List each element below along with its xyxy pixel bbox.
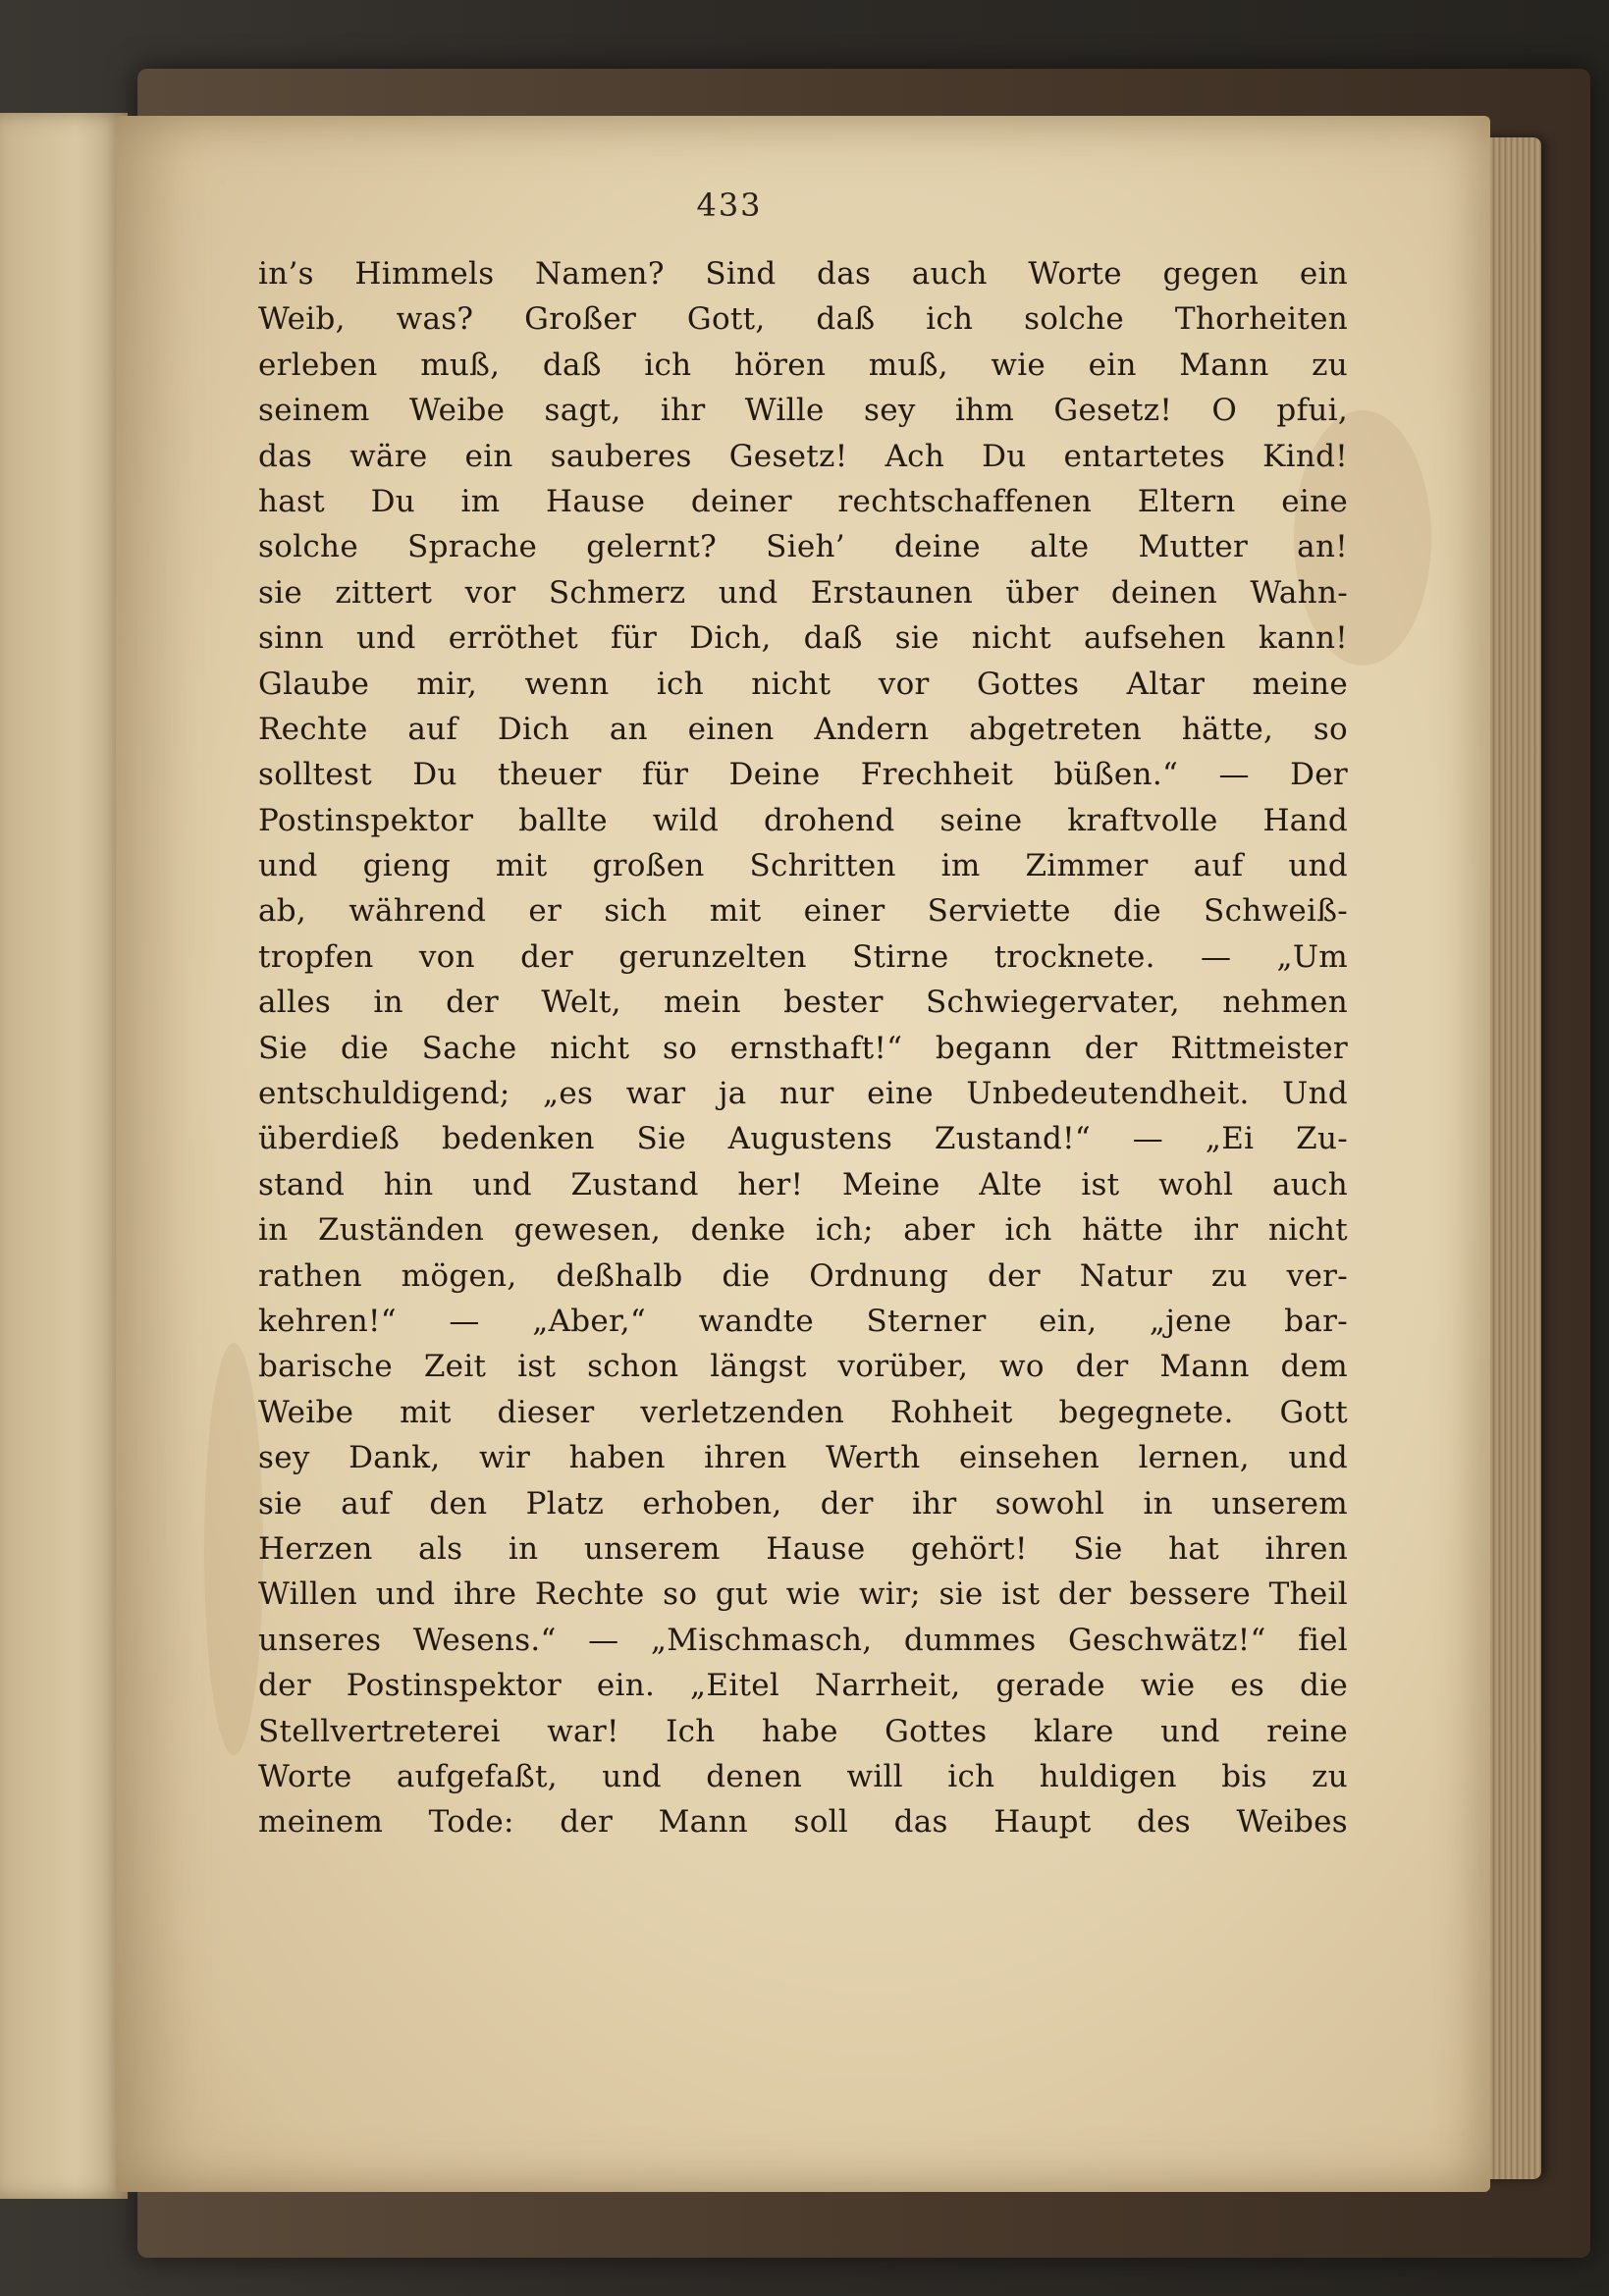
- text-line: sie zittert vor Schmerz und Erstaunen über deinen Wahn-: [258, 574, 1348, 611]
- text-line: meinem Tode: der Mann soll das Haupt des Weibes: [258, 1804, 1348, 1841]
- text-line: hast Du im Hause deiner rechtschaffenen Eltern eine: [258, 483, 1348, 519]
- text-line: Herzen als in unserem Hause gehört! Sie hat ihren: [258, 1530, 1348, 1567]
- text-line: alles in der Welt, mein bester Schwiegervater, nehmen: [258, 985, 1348, 1021]
- text-line: sie auf den Platz erhoben, der ihr sowohl in unserem: [258, 1485, 1348, 1522]
- text-line: sey Dank, wir haben ihren Werth einsehen lernen, und: [258, 1440, 1348, 1476]
- text-line: barische Zeit ist schon längst vorüber, wo der Mann dem: [258, 1349, 1348, 1385]
- text-line: Worte aufgefaßt, und denen will ich huldigen bis zu: [258, 1758, 1348, 1794]
- text-line: und gieng mit großen Schritten im Zimmer auf und: [258, 848, 1348, 884]
- text-line: sinn und erröthet für Dich, daß sie nicht aufsehen kann!: [258, 620, 1348, 657]
- text-line: kehren!“ — „Aber,“ wandte Sterner ein, „jene bar-: [258, 1303, 1348, 1339]
- text-line: seinem Weibe sagt, ihr Wille sey ihm Gesetz! O pfui,: [258, 393, 1348, 429]
- text-line: tropfen von der gerunzelten Stirne trocknete. — „Um: [258, 938, 1348, 975]
- body-text: [258, 251, 1348, 1845]
- text-line: rathen mögen, deßhalb die Ordnung der Natur zu ver-: [258, 1257, 1348, 1294]
- book-page: [116, 116, 1490, 2192]
- text-line: überdieß bedenken Sie Augustens Zustand!“ — „Ei Zu-: [258, 1121, 1348, 1157]
- text-line: der Postinspektor ein. „Eitel Narrheit, gerade wie es die: [258, 1668, 1348, 1704]
- text-line: das wäre ein sauberes Gesetz! Ach Du entartetes Kind!: [258, 438, 1348, 474]
- text-line: Weib, was? Großer Gott, daß ich solche Thorheiten: [258, 301, 1348, 338]
- text-line: Sie die Sache nicht so ernsthaft!“ begann der Rittmeister: [258, 1030, 1348, 1066]
- text-line: in Zuständen gewesen, denke ich; aber ich hätte ihr nicht: [258, 1212, 1348, 1249]
- text-line: solche Sprache gelernt? Sieh’ deine alte Mutter an!: [258, 529, 1348, 565]
- text-line: entschuldigend; „es war ja nur eine Unbedeutendheit. Und: [258, 1076, 1348, 1112]
- text-line: Willen und ihre Rechte so gut wie wir; sie ist der bessere Theil: [258, 1576, 1348, 1613]
- text-line: Weibe mit dieser verletzenden Rohheit begegnete. Gott: [258, 1394, 1348, 1430]
- page-number: 433: [696, 187, 763, 224]
- text-line: solltest Du theuer für Deine Frechheit büßen.“ — Der: [258, 757, 1348, 793]
- text-line: ab, während er sich mit einer Serviette die Schweiß-: [258, 893, 1348, 930]
- paper-stain: [204, 1343, 263, 1755]
- text-line: stand hin und Zustand her! Meine Alte ist wohl auch: [258, 1166, 1348, 1202]
- text-line: Postinspektor ballte wild drohend seine kraftvolle Hand: [258, 802, 1348, 838]
- text-line: erleben muß, daß ich hören muß, wie ein Mann zu: [258, 347, 1348, 383]
- text-line: Rechte auf Dich an einen Andern abgetreten hätte, so: [258, 711, 1348, 747]
- text-line: in’s Himmels Namen? Sind das auch Worte gegen ein: [258, 256, 1348, 292]
- text-line: Glaube mir, wenn ich nicht vor Gottes Altar meine: [258, 666, 1348, 702]
- text-line: unseres Wesens.“ — „Mischmasch, dummes Geschwätz!“ fiel: [258, 1622, 1348, 1658]
- left-page-edge: [0, 113, 128, 2199]
- text-line: Stellvertreterei war! Ich habe Gottes klare und reine: [258, 1713, 1348, 1749]
